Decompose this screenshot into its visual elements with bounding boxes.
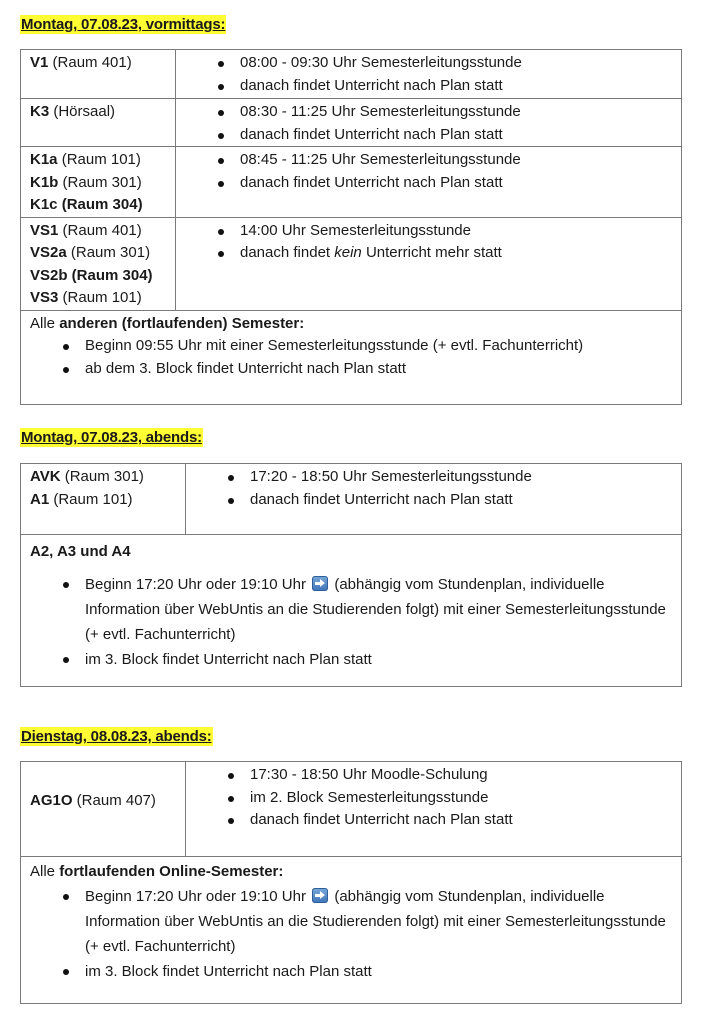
list-item bbox=[195, 787, 672, 810]
group-code: K3 bbox=[30, 103, 50, 120]
group-entry bbox=[30, 790, 176, 813]
item-text: Beginn 17:20 Uhr oder 19:10 Uhr bbox=[85, 888, 306, 905]
group-code: AVK bbox=[30, 468, 61, 485]
group-room: (Raum 401) bbox=[58, 221, 142, 239]
group-code: VS3 bbox=[30, 289, 59, 306]
info-cell bbox=[176, 50, 682, 99]
bullet-icon bbox=[218, 61, 224, 67]
list-item bbox=[195, 466, 672, 489]
list-item bbox=[30, 959, 666, 984]
list-item bbox=[195, 764, 672, 787]
item-text: 08:00 - 09:30 Uhr Semesterleitungsstunde bbox=[240, 54, 522, 71]
table-row bbox=[21, 535, 682, 687]
bullet-icon bbox=[63, 969, 69, 975]
list-item bbox=[30, 335, 672, 358]
list-item bbox=[185, 149, 672, 172]
list-item bbox=[185, 101, 672, 124]
right-arrow-icon bbox=[312, 888, 328, 903]
item-text: im 2. Block Semesterleitungsstunde bbox=[250, 788, 489, 806]
bullet-icon bbox=[218, 110, 224, 116]
group-room: (Raum 101) bbox=[49, 490, 133, 508]
group-room: (Raum 304) bbox=[67, 266, 153, 284]
group-room: (Raum 301) bbox=[58, 173, 142, 191]
schedule-table-monday-evening bbox=[20, 463, 682, 687]
item-text: 14:00 Uhr Semesterleitungsstunde bbox=[240, 221, 471, 239]
item-text: (abhängig vom Stundenplan, individuelle Information über WebUntis an die Studierenden folgt) mit einer Semesterleitungsstunde (+ evtl. Fachunterricht) bbox=[85, 888, 666, 955]
group-code: K1a bbox=[30, 151, 58, 168]
list-item bbox=[30, 884, 666, 959]
list-item bbox=[185, 242, 672, 265]
bullet-icon bbox=[218, 181, 224, 187]
item-text: danach findet Unterricht nach Plan statt bbox=[250, 490, 513, 508]
group-cell bbox=[21, 50, 176, 99]
list-item bbox=[185, 172, 672, 195]
table-row bbox=[21, 310, 682, 404]
bullet-icon bbox=[63, 367, 69, 373]
group-code: VS2b bbox=[30, 266, 68, 284]
item-text: 17:20 - 18:50 Uhr Semesterleitungsstunde bbox=[250, 468, 532, 485]
group-code: K1b bbox=[30, 173, 59, 191]
group-room: (Raum 304) bbox=[57, 196, 143, 213]
group-room: (Raum 101) bbox=[58, 289, 142, 306]
item-text: danach findet bbox=[240, 244, 335, 261]
info-cell bbox=[186, 464, 682, 535]
footer-cell bbox=[21, 535, 682, 687]
list-item bbox=[185, 124, 672, 147]
item-text: (abhängig vom Stundenplan, individuelle Information über WebUntis an die Studierenden folgt) mit einer Semesterleitungsstunde (+ evtl. Fachunterricht) bbox=[85, 576, 666, 643]
bullet-icon bbox=[63, 894, 69, 900]
footer-cell bbox=[21, 857, 682, 1004]
footer-prefix: Alle bbox=[30, 863, 60, 880]
item-text: danach findet Unterricht nach Plan statt bbox=[240, 76, 503, 94]
group-entry bbox=[30, 101, 166, 124]
schedule-table-monday-morning bbox=[20, 49, 682, 405]
group-cell bbox=[21, 217, 176, 310]
bullet-icon bbox=[63, 344, 69, 350]
section-heading-monday-morning: Montag, 07.08.23, vormittags: bbox=[21, 16, 226, 33]
bullet-icon bbox=[228, 498, 234, 504]
list-item bbox=[30, 647, 666, 672]
item-emphasis: kein bbox=[334, 244, 362, 261]
group-cell bbox=[21, 464, 186, 535]
list-item bbox=[185, 52, 672, 75]
item-text: im 3. Block findet Unterricht nach Plan statt bbox=[85, 651, 372, 668]
info-cell bbox=[176, 147, 682, 218]
item-text: im 3. Block findet Unterricht nach Plan statt bbox=[85, 963, 372, 980]
list-item bbox=[30, 358, 672, 381]
table-row bbox=[21, 99, 682, 147]
bullet-icon bbox=[218, 133, 224, 139]
item-text: Beginn 09:55 Uhr mit einer Semesterleitungsstunde (+ evtl. Fachunterricht) bbox=[85, 337, 584, 354]
section-heading-monday-evening: Montag, 07.08.23, abends: bbox=[21, 429, 202, 446]
list-item bbox=[185, 220, 672, 243]
group-entry bbox=[30, 466, 176, 489]
bullet-icon bbox=[228, 475, 234, 481]
footer-title bbox=[30, 859, 672, 884]
footer-title bbox=[30, 313, 672, 336]
group-room: (Hörsaal) bbox=[49, 103, 116, 120]
group-entry bbox=[30, 194, 166, 217]
table-row bbox=[21, 50, 682, 99]
list-item bbox=[195, 489, 672, 512]
footer-prefix: Alle bbox=[30, 314, 60, 332]
group-code: K1c bbox=[30, 196, 58, 213]
bullet-icon bbox=[228, 773, 234, 779]
group-entry bbox=[30, 149, 166, 172]
bullet-icon bbox=[63, 582, 69, 588]
group-cell bbox=[21, 147, 176, 218]
info-cell bbox=[176, 99, 682, 147]
group-entry bbox=[30, 242, 166, 265]
group-room: (Raum 301) bbox=[60, 468, 144, 485]
group-entry bbox=[30, 489, 176, 512]
table-row bbox=[21, 857, 682, 1004]
group-code: A1 bbox=[30, 490, 50, 508]
footer-cell bbox=[21, 310, 682, 404]
group-entry bbox=[30, 265, 166, 288]
bullet-icon bbox=[218, 84, 224, 90]
item-text: danach findet Unterricht nach Plan statt bbox=[240, 125, 503, 143]
bullet-icon bbox=[228, 796, 234, 802]
right-arrow-icon bbox=[312, 576, 328, 591]
item-text: danach findet Unterricht nach Plan statt bbox=[240, 173, 503, 191]
bullet-icon bbox=[218, 229, 224, 235]
footer-bold: anderen (fortlaufenden) Semester: bbox=[59, 314, 305, 332]
group-room: (Raum 401) bbox=[48, 54, 132, 71]
item-text: 08:45 - 11:25 Uhr Semesterleitungsstunde bbox=[240, 151, 521, 168]
info-cell bbox=[186, 762, 682, 857]
group-room: (Raum 407) bbox=[72, 791, 156, 809]
table-row bbox=[21, 762, 682, 857]
item-text: Unterricht mehr statt bbox=[361, 244, 502, 261]
group-code: AG1O bbox=[30, 791, 73, 809]
table-row bbox=[21, 464, 682, 535]
item-text: 08:30 - 11:25 Uhr Semesterleitungsstunde bbox=[240, 103, 521, 120]
schedule-table-tuesday-evening bbox=[20, 761, 682, 1004]
footer-bold: fortlaufenden Online-Semester: bbox=[59, 863, 284, 880]
group-entry bbox=[30, 52, 166, 75]
group-cell bbox=[21, 762, 186, 857]
list-item bbox=[185, 75, 672, 98]
bullet-icon bbox=[218, 251, 224, 257]
item-text: Beginn 17:20 Uhr oder 19:10 Uhr bbox=[85, 576, 306, 593]
bullet-icon bbox=[218, 158, 224, 164]
group-cell bbox=[21, 99, 176, 147]
group-entry bbox=[30, 287, 166, 310]
group-code: VS1 bbox=[30, 221, 59, 239]
footer-title: A2, A3 und A4 bbox=[30, 543, 131, 560]
group-room: (Raum 301) bbox=[66, 244, 151, 261]
table-row bbox=[21, 147, 682, 218]
bullet-icon bbox=[63, 657, 69, 663]
item-text: ab dem 3. Block findet Unterricht nach Plan statt bbox=[85, 359, 406, 377]
group-room: (Raum 101) bbox=[57, 151, 141, 168]
group-code: VS2a bbox=[30, 244, 67, 261]
section-heading-tuesday-evening: Dienstag, 08.08.23, abends: bbox=[21, 728, 212, 745]
item-text: 17:30 - 18:50 Uhr Moodle-Schulung bbox=[250, 766, 488, 783]
list-item bbox=[30, 572, 666, 647]
group-entry bbox=[30, 220, 166, 243]
group-code: V1 bbox=[30, 54, 49, 71]
group-entry bbox=[30, 172, 166, 195]
bullet-icon bbox=[228, 818, 234, 824]
info-cell bbox=[176, 217, 682, 310]
list-item bbox=[195, 809, 672, 832]
table-row bbox=[21, 217, 682, 310]
item-text: danach findet Unterricht nach Plan statt bbox=[250, 811, 513, 828]
